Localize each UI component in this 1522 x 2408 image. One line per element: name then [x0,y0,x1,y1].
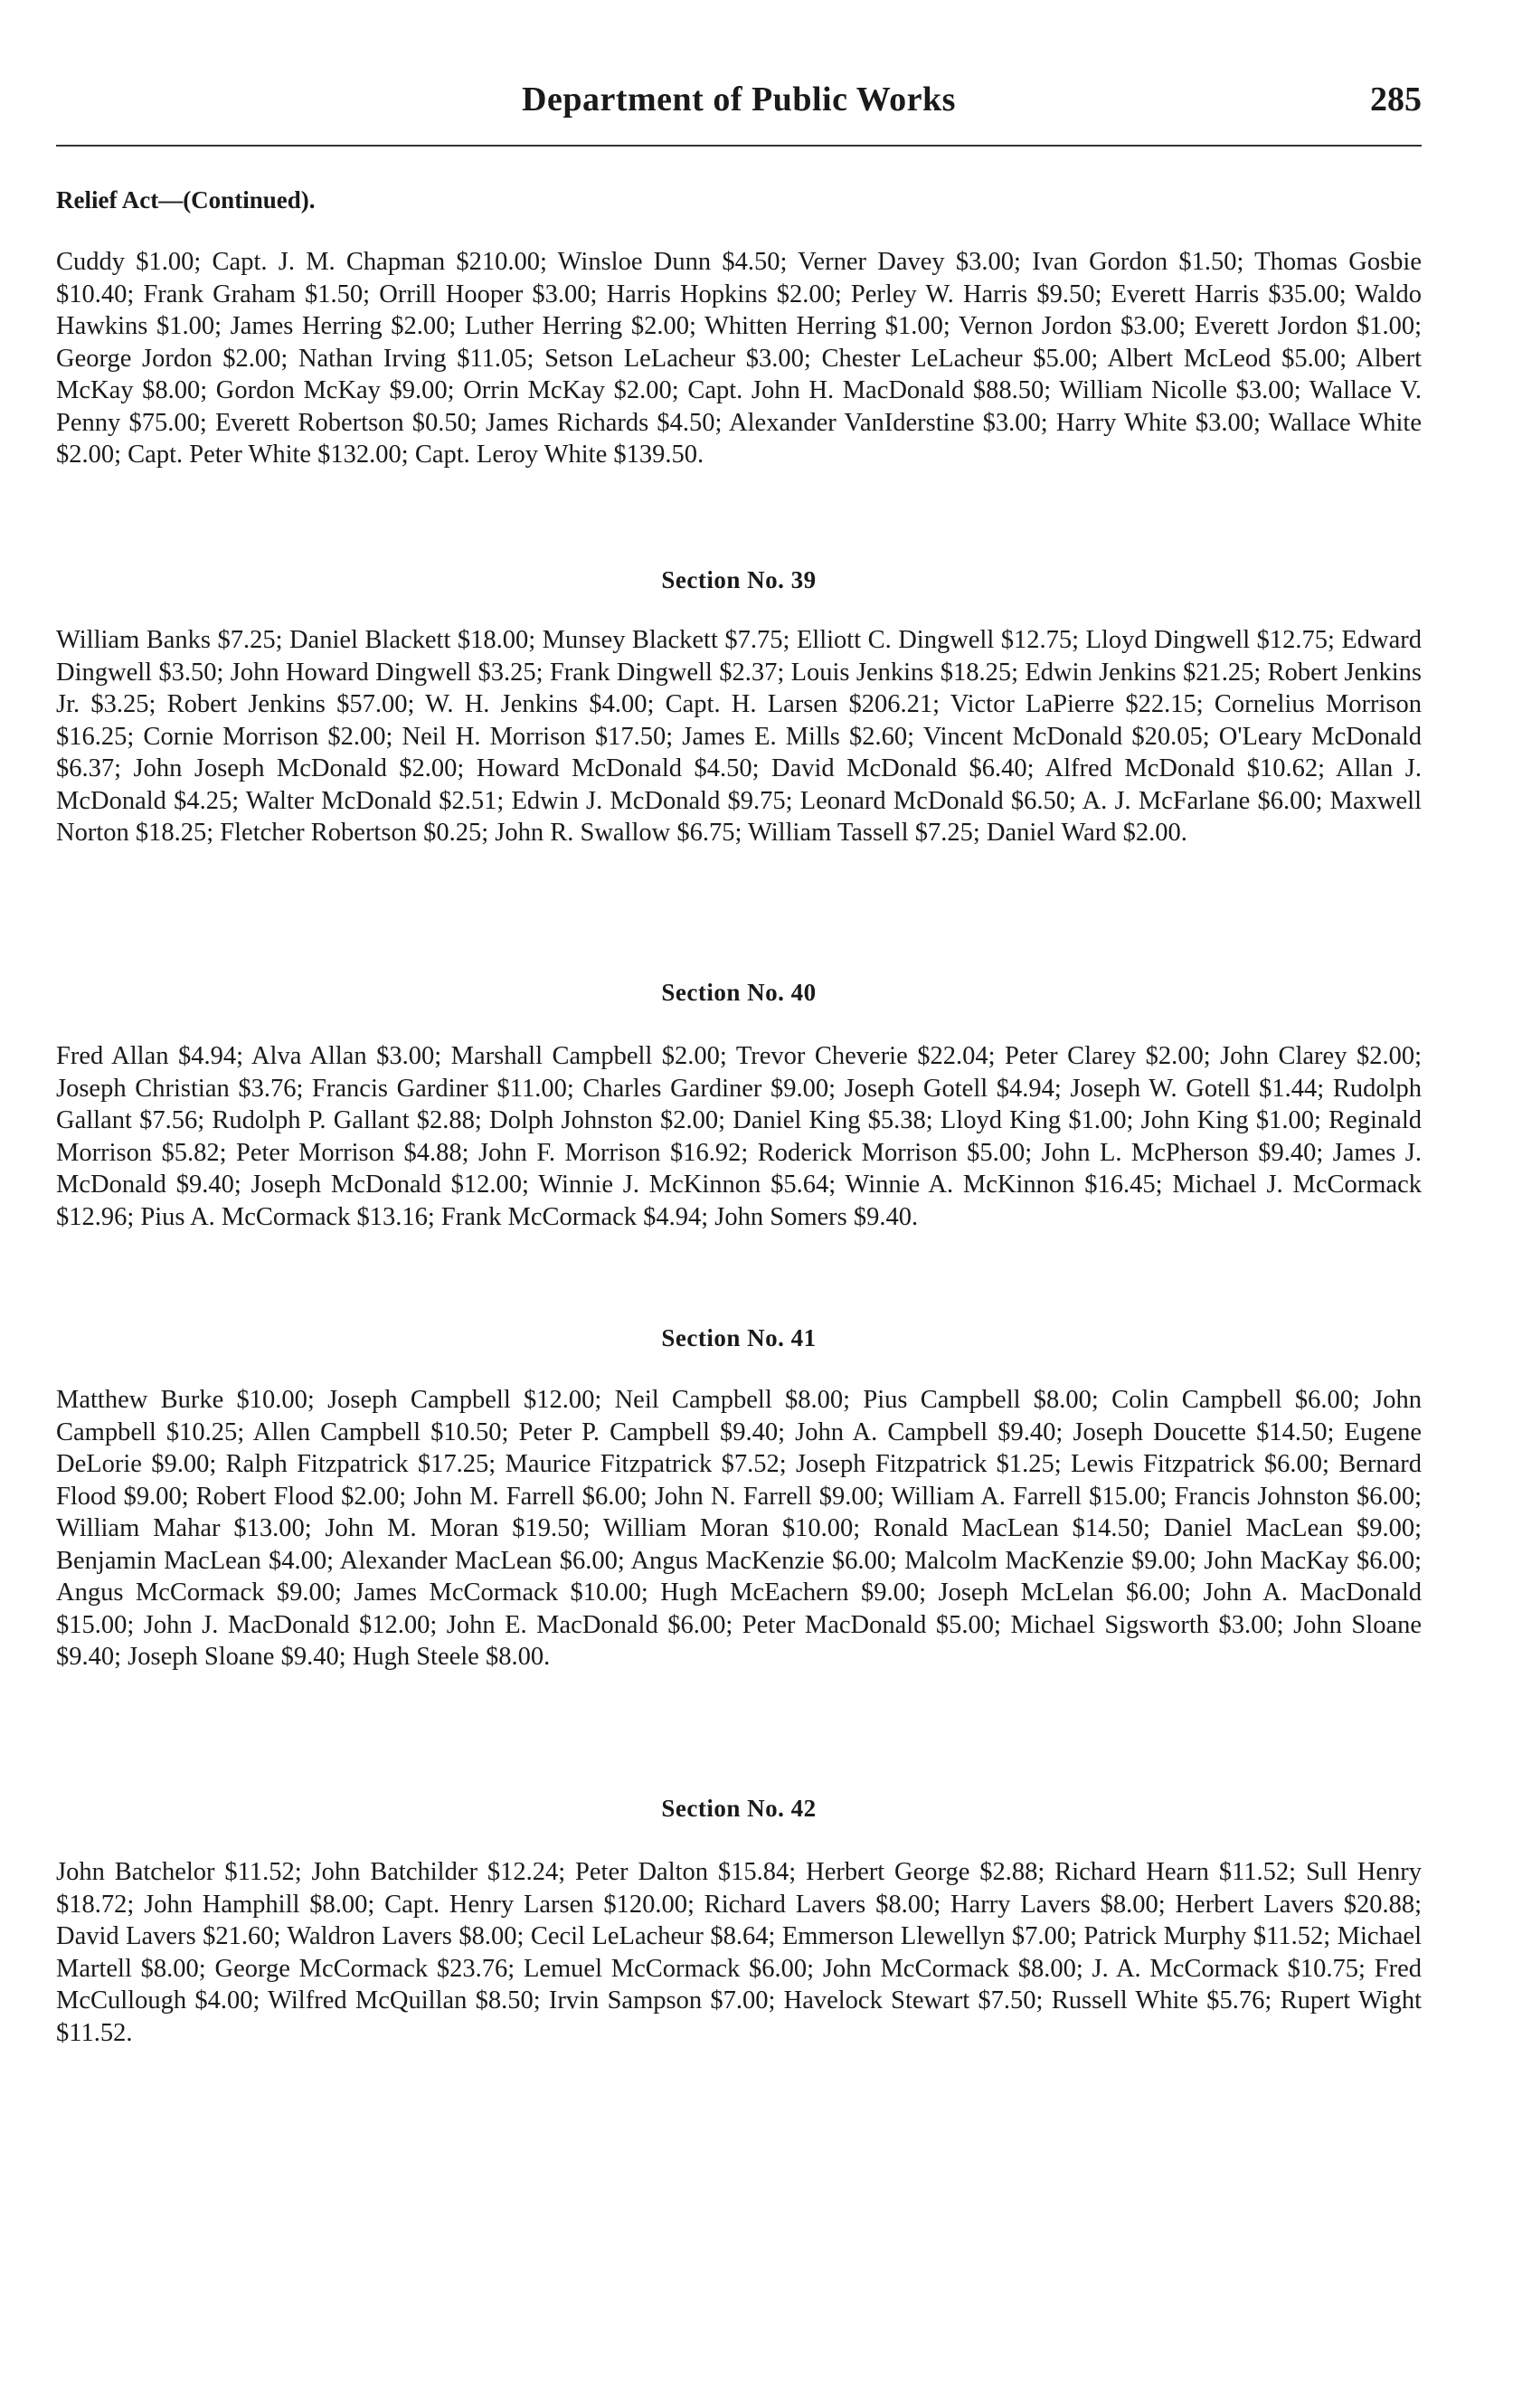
document-page [56,0,1422,2408]
section-41-heading: Section No. 41 [661,1324,817,1351]
section-41-text: Matthew Burke $10.00; Joseph Campbell $12.00; Neil Campbell $8.00; Pius Campbell $8.00; Colin Campbell $6.00; John Campbell $10.25; Allen Campbell $10.50; Peter P. Campbell $9.40; John A. Campbell $9.40; Joseph Doucette $14.50; Eugene DeLorie $9.00; Ralph Fitzpatrick $17.25; Maurice Fitzpatrick $7.52; Joseph Fitzpatrick $1.25; Lewis Fitzpatrick $6.00; Bernard Flood $9.00; Robert Flood $2.00; John M. Farrell $6.00; John N. Farrell $9.00; William A. Farrell $15.00; Francis Johnston $6.00; William Mahar $13.00; John M. Moran $19.50; William Moran $10.00; Ronald MacLean $14.50; Daniel MacLean $9.00; Benjamin MacLean $4.00; Alexander MacLean $6.00; Angus MacKenzie $6.00; Malcolm MacKenzie $9.00; John MacKay $6.00; Angus McCormack $9.00; James McCormack $10.00; Hugh McEachern $9.00; Joseph McLelan $6.00; John A. MacDonald $15.00; John J. MacDonald $12.00; John E. MacDonald $6.00; Peter MacDonald $5.00; Michael Sigsworth $3.00; John Sloane $9.40; Joseph Sloane $9.40; Hugh Steele $8.00. [56,1386,1422,1671]
header-rule [56,145,1422,147]
page-title: Department of Public Works [522,81,956,119]
relief-act-continued-text: Cuddy $1.00; Capt. J. M. Chapman $210.00; Winsloe Dunn $4.50; Verner Davey $3.00; Ivan Gordon $1.50; Thomas Gosbie $10.40; Frank Graham $1.50; Orrill Hooper $3.00; Harris Hopkins $2.00; Perley W. Harris $9.50; Everett Harris $35.00; Waldo Hawkins $1.00; James Herring $2.00; Luther Herring $2.00; Whitten Herring $1.00; Vernon Jordon $3.00; Everett Jordon $1.00; George Jordon $2.00; Nathan Irving $11.05; Setson LeLacheur $3.00; Chester LeLacheur $5.00; Albert McLeod $5.00; Albert McKay $8.00; Gordon McKay $9.00; Orrin McKay $2.00; Capt. John H. MacDonald $88.50; William Nicolle $3.00; Wallace V. Penny $75.00; Everett Robertson $0.50; James Richards $4.50; Alexander VanIderstine $3.00; Harry White $3.00; Wallace White $2.00; Capt. Peter White $132.00; Capt. Leroy White $139.50. [56,248,1422,469]
section-39-heading: Section No. 39 [661,566,817,593]
page-number: 285 [1370,81,1422,119]
section-40-text: Fred Allan $4.94; Alva Allan $3.00; Marshall Campbell $2.00; Trevor Cheverie $22.04; Peter Clarey $2.00; John Clarey $2.00; Joseph Christian $3.76; Francis Gardiner $11.00; Charles Gardiner $9.00; Joseph Gotell $4.94; Joseph W. Gotell $1.44; Rudolph Gallant $7.56; Rudolph P. Gallant $2.88; Dolph Johnston $2.00; Daniel King $5.38; Lloyd King $1.00; John King $1.00; Reginald Morrison $5.82; Peter Morrison $4.88; John F. Morrison $16.92; Roderick Morrison $5.00; John L. McPherson $9.40; James J. McDonald $9.40; Joseph McDonald $12.00; Winnie J. McKinnon $5.64; Winnie A. McKinnon $16.45; Michael J. McCormack $12.96; Pius A. McCormack $13.16; Frank McCormack $4.94; John Somers $9.40. [56,1042,1422,1231]
section-40-heading: Section No. 40 [661,979,817,1006]
section-39-text: William Banks $7.25; Daniel Blackett $18.00; Munsey Blackett $7.75; Elliott C. Dingwell $12.75; Lloyd Dingwell $12.75; Edward Dingwell $3.50; John Howard Dingwell $3.25; Frank Dingwell $2.37; Louis Jenkins $18.25; Edwin Jenkins $21.25; Robert Jenkins Jr. $3.25; Robert Jenkins $57.00; W. H. Jenkins $4.00; Capt. H. Larsen $206.21; Victor LaPierre $22.15; Cornelius Morrison $16.25; Cornie Morrison $2.00; Neil H. Morrison $17.50; James E. Mills $2.60; Vincent McDonald $20.05; O'Leary McDonald $6.37; John Joseph McDonald $2.00; Howard McDonald $4.50; David McDonald $6.40; Alfred McDonald $10.62; Allan J. McDonald $4.25; Walter McDonald $2.51; Edwin J. McDonald $9.75; Leonard McDonald $6.50; A. J. McFarlane $6.00; Maxwell Norton $18.25; Fletcher Robertson $0.25; John R. Swallow $6.75; William Tassell $7.25; Daniel Ward $2.00. [56,626,1422,847]
page-header [56,80,1422,130]
section-42-heading: Section No. 42 [661,1795,817,1822]
running-head: Relief Act—(Continued). [56,186,316,213]
section-42-text: John Batchelor $11.52; John Batchilder $12.24; Peter Dalton $15.84; Herbert George $2.88; Richard Hearn $11.52; Sull Henry $18.72; John Hamphill $8.00; Capt. Henry Larsen $120.00; Richard Lavers $8.00; Harry Lavers $8.00; Herbert Lavers $20.88; David Lavers $21.60; Waldron Lavers $8.00; Cecil LeLacheur $8.64; Emmerson Llewellyn $7.00; Patrick Murphy $11.52; Michael Martell $8.00; George McCormack $23.76; Lemuel McCormack $6.00; John McCormack $8.00; J. A. McCormack $10.75; Fred McCullough $4.00; Wilfred McQuillan $8.50; Irvin Sampson $7.00; Havelock Stewart $7.50; Russell White $5.76; Rupert Wight $11.52. [56,1858,1422,2047]
